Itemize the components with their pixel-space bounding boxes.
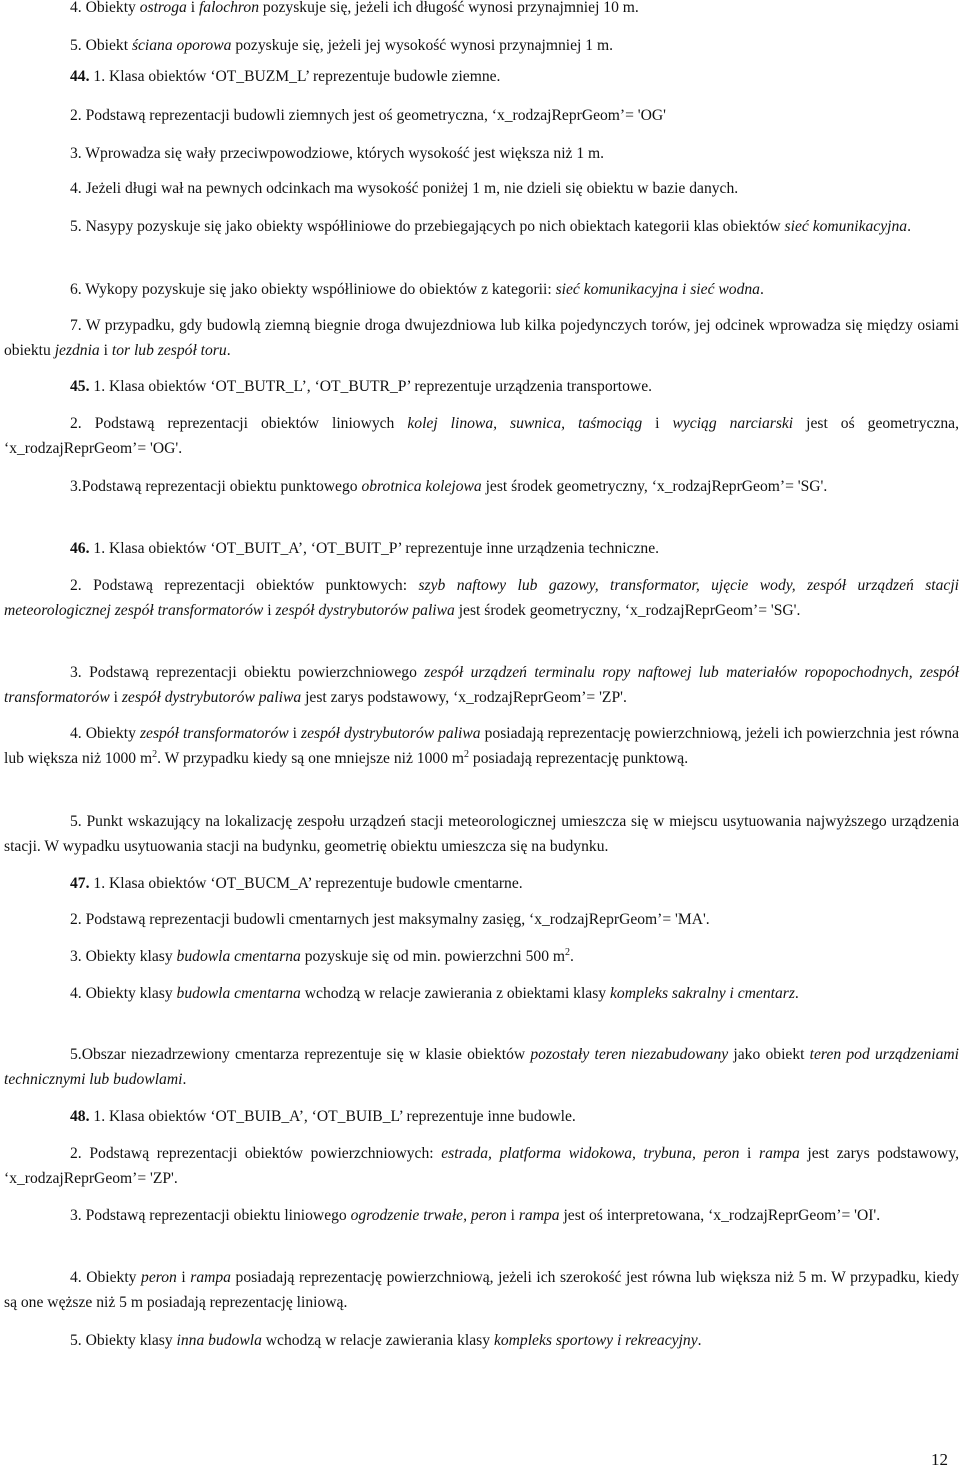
paragraph-44-4: 4. Jeżeli długi wał na pewnych odcinkach ma wysokość poniżej 1 m, nie dzieli się obiektu w bazie danych. — [70, 180, 739, 197]
paragraph-48-5: 5. Obiekty klasy inna budowla wchodzą w relacje zawierania klasy kompleks sportowy i rekreacyjny. — [70, 1332, 702, 1349]
paragraph-47-4: 4. Obiekty klasy budowla cmentarna wchodzą w relacje zawierania z obiektami klasy kompleks sakralny i cmentarz. — [70, 985, 799, 1002]
paragraph-48-4: 4. Obiekty peron i rampa posiadają reprezentację powierzchniową, jeżeli ich szerokość jest równa lub większa niż 5 m. W przypadku, kiedy są one węższe niż 5 m posiadają reprezentację liniową. — [4, 1269, 959, 1311]
section-heading-48: 48. 1. Klasa obiektów ‘OT_BUIB_A’, ‘OT_BUIB_L’ reprezentuje inne budowle. — [70, 1108, 576, 1125]
page-number: 12 — [931, 1450, 948, 1469]
paragraph-46-3: 3. Podstawą reprezentacji obiektu powierzchniowego zespół urządzeń terminalu ropy naftowej lub materiałów ropopochodnych, zespół transformatorów i zespół dystrybutorów paliwa jest zarys podstawowy, ‘x_rodzajReprGeom’= 'ZP'. — [4, 664, 959, 706]
paragraph-48-2: 2. Podstawą reprezentacji obiektów powierzchniowych: estrada, platforma widokowa, trybuna, peron i rampa jest zarys podstawowy, ‘x_rodzajReprGeom’= 'ZP'. — [4, 1145, 960, 1187]
paragraph-46-2: 2. Podstawą reprezentacji obiektów punktowych: szyb naftowy lub gazowy, transformator, ujęcie wody, zespół urządzeń stacji meteorologicznej zespół transformatorów i zespół dystrybutorów paliwa jest środek geometryczny, ‘x_rodzajReprGeom’= 'SG'. — [4, 577, 959, 619]
paragraph-44-2: 2. Podstawą reprezentacji budowli ziemnych jest oś geometryczna, ‘x_rodzajReprGeom’= 'OG' — [70, 107, 666, 124]
section-heading-45: 45. 1. Klasa obiektów ‘OT_BUTR_L’, ‘OT_BUTR_P’ reprezentuje urządzenia transportowe. — [70, 378, 653, 395]
paragraph-45-2: 2. Podstawą reprezentacji obiektów liniowych kolej linowa, suwnica, taśmociąg i wyciąg narciarski jest oś geometryczna, ‘x_rodzajReprGeom’= 'OG'. — [4, 415, 960, 457]
paragraph-47-3: 3. Obiekty klasy budowla cmentarna pozyskuje się od min. powierzchni 500 $m^2$. — [70, 947, 574, 965]
paragraph-46-4: 4. Obiekty zespół transformatorów i zespół dystrybutorów paliwa posiadają reprezentację powierzchniową, jeżeli ich powierzchnia jest równa lub większa niż 1000 $m^2$. W przypadku kiedy są one mniejsze niż 1000 $m^2$ posiadają reprezentację punktową. — [4, 725, 960, 767]
paragraph-44-7: 7. W przypadku, gdy budowlą ziemną biegnie droga dwujezdniowa lub kilka pojedynczych torów, jej odcinek wprowadza się między osiami obiektu jezdnia i tor lub zespół toru. — [4, 317, 959, 359]
paragraph-44-6: 6. Wykopy pozyskuje się jako obiekty współliniowe do obiektów z kategorii: sieć komunikacyjna i sieć wodna. — [70, 281, 764, 298]
section-heading-47: 47. 1. Klasa obiektów ‘OT_BUCM_A’ reprezentuje budowle cmentarne. — [70, 875, 523, 892]
section-heading-44: 44. 1. Klasa obiektów ‘OT_BUZM_L’ reprezentuje budowle ziemne. — [70, 68, 501, 85]
section-heading-46: 46. 1. Klasa obiektów ‘OT_BUIT_A’, ‘OT_BUIT_P’ reprezentuje inne urządzenia techniczne. — [70, 540, 660, 557]
paragraph-46-5: 5. Punkt wskazujący na lokalizację zespołu urządzeń stacji meteorologicznej umieszcza się w miejscu usytuowania najwyższego urządzenia stacji. W wypadku usytuowania stacji na budynku, geometrię obiektu umieszcza się na budynku. — [4, 813, 959, 855]
paragraph-43-4: 4. Obiekty ostroga i falochron pozyskuje się, jeżeli ich długość wynosi przynajmniej 10 m. — [70, 0, 639, 16]
paragraph-44-5: 5. Nasypy pozyskuje się jako obiekty współliniowe do przebiegających po nich obiektach kategorii klas obiektów sieć komunikacyjna. — [70, 218, 911, 235]
paragraph-47-2: 2. Podstawą reprezentacji budowli cmentarnych jest maksymalny zasięg, ‘x_rodzajReprGeom’= 'MA'. — [70, 911, 710, 928]
paragraph-45-3: 3.Podstawą reprezentacji obiektu punktowego obrotnica kolejowa jest środek geometryczny, ‘x_rodzajReprGeom’= 'SG'. — [70, 478, 828, 495]
paragraph-48-3: 3. Podstawą reprezentacji obiektu liniowego ogrodzenie trwałe, peron i rampa jest oś interpretowana, ‘x_rodzajReprGeom’= 'OI'. — [70, 1207, 881, 1224]
paragraph-44-3: 3. Wprowadza się wały przeciwpowodziowe, których wysokość jest większa niż 1 m. — [70, 145, 605, 162]
paragraph-43-5: 5. Obiekt ściana oporowa pozyskuje się, jeżeli jej wysokość wynosi przynajmniej 1 m. — [70, 37, 613, 54]
paragraph-47-5: 5.Obszar niezadrzewiony cmentarza reprezentuje się w klasie obiektów pozostały teren niezabudowany jako obiekt teren pod urządzeniami technicznymi lub budowlami. — [4, 1046, 959, 1088]
